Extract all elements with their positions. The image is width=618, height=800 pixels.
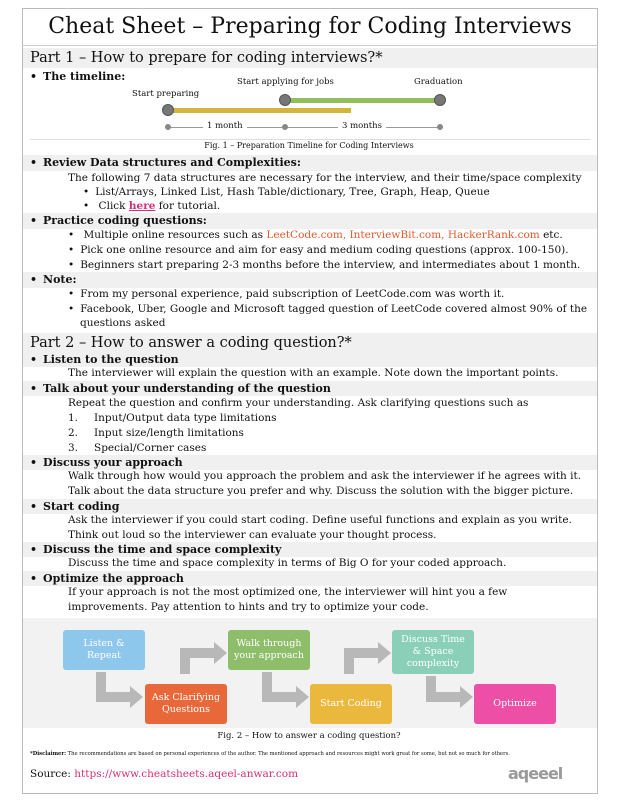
graduation-marker (434, 94, 446, 106)
axis-dot-mid (282, 124, 288, 130)
arrow-start-up (344, 648, 354, 674)
practice-resource-links[interactable]: LeetCode.com, InterviewBit.com, HackerRank.com (266, 229, 540, 241)
practice-heading: • Practice coding questions: (30, 214, 207, 227)
applying-period-bar (285, 98, 440, 103)
talk-text: Repeat the question and confirm your understanding. Ask clarifying questions such as (68, 397, 529, 409)
arrowhead-2 (214, 642, 227, 664)
discuss-line2: Talk about the data structure you prefer and why. Discuss the solution with the bigger picture. (68, 485, 574, 497)
arrow-walk-right (262, 692, 298, 702)
flow-step-walk-through: Walk through your approach (228, 630, 310, 670)
source-line (30, 768, 298, 780)
note-heading: • Note: (30, 273, 77, 286)
optimize-line1: If your approach is not the most optimized one, the interviewer will hint you a few (68, 586, 508, 598)
arrowhead-1 (130, 686, 143, 708)
timeline-label: • The timeline: (30, 70, 125, 83)
start-heading: • Start coding (30, 500, 119, 513)
author-logo: aqeeel (508, 764, 563, 783)
practice-line3: • Beginners start preparing 2-3 months before the interview, and intermediates about 1 month. (68, 259, 580, 271)
optimize-heading: • Optimize the approach (30, 572, 184, 585)
graduation-label: Graduation (414, 77, 463, 87)
flow-step-optimize: Optimize (474, 684, 556, 724)
note-line2b: questions asked (80, 317, 166, 329)
disclaimer (30, 751, 510, 757)
talk-heading: • Talk about your understanding of the question (30, 382, 331, 395)
review-line1: The following 7 data structures are necessary for the interview, and their time/space complexity (68, 172, 582, 184)
practice-line1-prefix: Multiple online resources such as (83, 229, 264, 241)
discuss-heading: • Discuss your approach (30, 456, 183, 469)
listen-text: The interviewer will explain the question with an example. Note down the important points. (68, 367, 559, 379)
arrow-listen-right (96, 692, 132, 702)
talk-item-3: 3. Special/Corner cases (68, 442, 207, 454)
complexity-text: Discuss the time and space complexity in terms of Big O for your coded approach. (68, 557, 507, 569)
note-line2a: • Facebook, Uber, Google and Microsoft tagged question of LeetCode covered almost 90% of the (68, 303, 587, 315)
figure2-caption: Fig. 2 – How to answer a coding question? (217, 731, 401, 741)
tutorial-link[interactable]: here (128, 200, 156, 212)
start-applying-label: Start applying for jobs (237, 77, 334, 87)
complexity-heading: • Discuss the time and space complexity (30, 543, 281, 556)
axis-dot-start (165, 124, 171, 130)
review-heading: • Review Data structures and Complexities: (30, 156, 301, 169)
talk-item-2: 2. Input size/length limitations (68, 427, 244, 439)
optimize-line2: improvements. Pay attention to hints and try to optimize your code. (68, 601, 429, 613)
flow-step-start-coding: Start Coding (310, 684, 392, 724)
disclaimer-label: *Disclaimer: (30, 751, 67, 757)
start-line1: Ask the interviewer if you could start coding. Define useful functions and explain as you write. (68, 514, 572, 526)
figure1-divider (30, 139, 590, 140)
review-click-line (83, 200, 220, 212)
talk-item-1: 1. Input/Output data type limitations (68, 412, 277, 424)
source-label: Source: (30, 768, 71, 780)
part2-heading: Part 2 – How to answer a coding question?* (30, 335, 352, 351)
note-heading-band (23, 272, 597, 288)
discuss-line1: Walk through how would you approach the problem and ask the interviewer if he agrees with it. (68, 470, 582, 482)
arrowhead-3 (296, 686, 309, 708)
arrow-discuss-right (426, 692, 462, 702)
start-preparing-label: Start preparing (132, 89, 200, 99)
arrow-clarify-up (180, 648, 190, 674)
flow-step-listen-repeat: Listen & Repeat (63, 630, 145, 670)
practice-line1-suffix: etc. (543, 229, 563, 241)
preparing-period-bar (168, 108, 351, 113)
note-line1: • From my personal experience, paid subscription of LeetCode.com was worth it. (68, 288, 504, 300)
disclaimer-text: The recommendations are based on personal experiences of the author. The mentioned approach and resources might work great for some, but not so much for others. (67, 751, 510, 757)
figure1-caption: Fig. 1 – Preparation Timeline for Coding Interviews (204, 141, 414, 150)
source-link[interactable]: https://www.cheatsheets.aqeel-anwar.com (74, 768, 299, 780)
arrowhead-4 (378, 642, 391, 664)
start-applying-marker (279, 94, 291, 106)
flow-step-discuss-complexity: Discuss Time & Space complexity (392, 630, 474, 674)
page-title: Cheat Sheet – Preparing for Coding Interviews (22, 8, 598, 46)
practice-line1 (68, 229, 563, 241)
part1-heading: Part 1 – How to prepare for coding interviews?* (30, 50, 383, 66)
click-prefix: Click (98, 200, 126, 212)
start-line2: Think out loud so the interviewer can evaluate your thought process. (68, 529, 437, 541)
one-month-label: 1 month (203, 121, 247, 131)
flow-step-ask-clarifying: Ask Clarifying Questions (145, 684, 227, 724)
axis-dot-end (437, 124, 443, 130)
start-preparing-marker (162, 104, 174, 116)
listen-heading: • Listen to the question (30, 353, 179, 366)
three-months-label: 3 months (338, 121, 386, 131)
click-suffix: for tutorial. (158, 200, 221, 212)
arrowhead-5 (460, 686, 473, 708)
review-line2: • List/Arrays, Linked List, Hash Table/dictionary, Tree, Graph, Heap, Queue (83, 186, 490, 198)
practice-line2: • Pick one online resource and aim for easy and medium coding questions (approx. 100-150). (68, 244, 569, 256)
